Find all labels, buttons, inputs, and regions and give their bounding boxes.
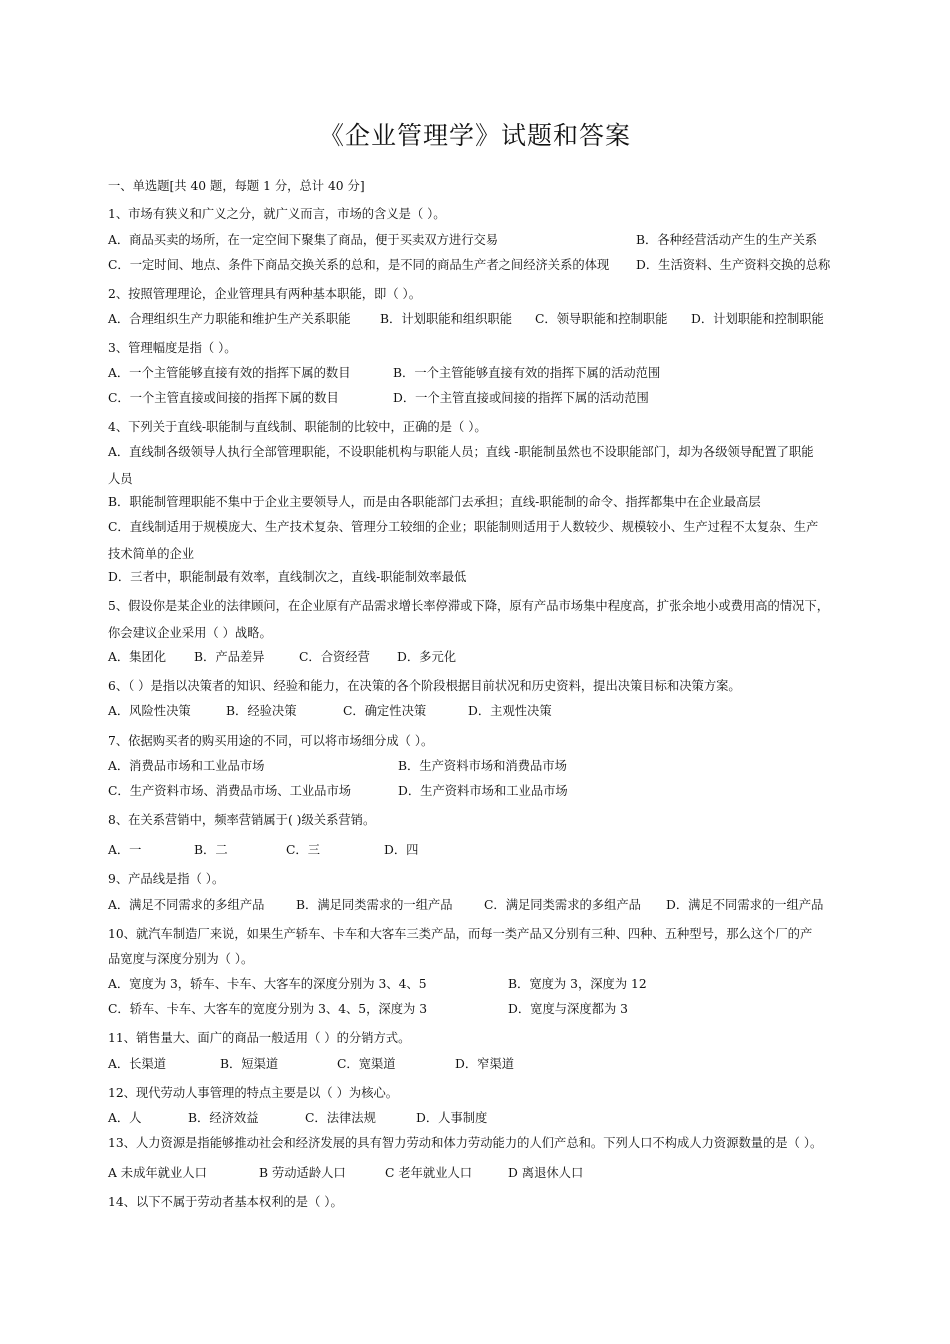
question-5-stem-cont: 你会建议企业采用（ ）战略。 [108, 626, 272, 640]
question-9-option-c: C．满足同类需求的多组产品 [484, 898, 641, 912]
question-3-stem: 3、管理幅度是指（ ）。 [108, 341, 237, 355]
question-13-option-d: D 离退休人口 [508, 1166, 584, 1180]
question-4-option-c-cont: 技术简单的企业 [108, 547, 195, 561]
question-4-option-c: C．直线制适用于规模庞大、生产技术复杂、管理分工较细的企业；职能制则适用于人数较少、规模较小、生产过程不太复杂、生产 [108, 520, 819, 534]
question-13-option-b: B 劳动适龄人口 [259, 1166, 346, 1180]
question-12-option-b: B．经济效益 [188, 1111, 259, 1125]
question-11-option-b: B．短渠道 [220, 1057, 279, 1071]
question-2-option-a: A．合理组织生产力职能和维护生产关系职能 [108, 312, 351, 326]
question-12-stem: 12、现代劳动人事管理的特点主要是以（ ）为核心。 [108, 1086, 399, 1100]
question-8-stem: 8、在关系营销中，频率营销属于( )级关系营销。 [108, 813, 376, 827]
question-7-option-c: C．生产资料市场、消费品市场、工业品市场 [108, 784, 352, 798]
question-10-option-c: C．轿车、卡车、大客车的宽度分别为 3、4、5，深度为 3 [108, 1002, 428, 1016]
question-10-option-a: A．宽度为 3，轿车、卡车、大客车的深度分别为 3、4、5 [108, 977, 427, 991]
question-5-option-b: B．产品差异 [194, 650, 265, 664]
question-3-option-b: B．一个主管能够直接有效的指挥下属的活动范围 [393, 366, 661, 380]
question-6-option-c: C．确定性决策 [343, 704, 427, 718]
question-2-option-d: D．计划职能和控制职能 [691, 312, 824, 326]
question-7-stem: 7、依据购买者的购买用途的不同，可以将市场细分成（ ）。 [108, 734, 434, 748]
question-2-option-c: C．领导职能和控制职能 [535, 312, 668, 326]
question-5-option-d: D．多元化 [397, 650, 457, 664]
question-5-option-c: C．合资经营 [299, 650, 370, 664]
question-2-option-b: B．计划职能和组织职能 [380, 312, 513, 326]
question-9-option-d: D．满足不同需求的一组产品 [666, 898, 824, 912]
question-11-option-d: D．窄渠道 [455, 1057, 515, 1071]
question-9-option-b: B．满足同类需求的一组产品 [296, 898, 453, 912]
question-4-option-b: B．职能制管理职能不集中于企业主要领导人，而是由各职能部门去承担；直线-职能制的命令、指挥都集中在企业最高层 [108, 495, 761, 509]
question-14-stem: 14、以下不属于劳动者基本权利的是（ ）。 [108, 1195, 343, 1209]
question-13-option-a: A 未成年就业人口 [108, 1166, 207, 1180]
question-3-option-a: A．一个主管能够直接有效的指挥下属的数目 [108, 366, 351, 380]
question-11-option-c: C．宽渠道 [337, 1057, 396, 1071]
question-4-option-a-cont: 人员 [108, 472, 133, 486]
question-13-option-c: C 老年就业人口 [385, 1166, 473, 1180]
question-8-option-a: A．一 [108, 843, 142, 857]
question-1-stem: 1、市场有狭义和广义之分，就广义而言，市场的含义是（ ）。 [108, 207, 446, 221]
question-8-option-b: B．二 [194, 843, 228, 857]
question-9-stem: 9、产品线是指（ ）。 [108, 872, 225, 886]
question-1-option-c: C．一定时间、地点、条件下商品交换关系的总和，是不同的商品生产者之间经济关系的体现 [108, 258, 610, 272]
question-2-stem: 2、按照管理理论，企业管理具有两种基本职能，即（ ）。 [108, 287, 422, 301]
question-4-option-a: A．直线制各级领导人执行全部管理职能，不设职能机构与职能人员；直线 -职能制虽然也不设职能部门，却为各级领导配置了职能 [108, 445, 814, 459]
question-7-option-d: D．生产资料市场和工业品市场 [398, 784, 568, 798]
question-12-option-d: D．人事制度 [416, 1111, 488, 1125]
question-5-stem: 5、假设你是某企业的法律顾问，在企业原有产品需求增长率停滞或下降，原有产品市场集中程度高，扩张余地小或费用高的情况下， [108, 599, 830, 613]
question-11-option-a: A．长渠道 [108, 1057, 167, 1071]
question-6-stem: 6、（ ）是指以决策者的知识、经验和能力，在决策的各个阶段根据目前状况和历史资料，提出决策目标和决策方案。 [108, 679, 741, 693]
question-9-option-a: A．满足不同需求的多组产品 [108, 898, 265, 912]
page-title: 《企业管理学》试题和答案 [318, 121, 631, 150]
question-12-option-c: C．法律法规 [305, 1111, 376, 1125]
question-4-option-d: D．三者中，职能制最有效率，直线制次之，直线-职能制效率最低 [108, 570, 467, 584]
question-3-option-d: D．一个主管直接或间接的指挥下属的活动范围 [393, 391, 649, 405]
question-4-stem: 4、下列关于直线-职能制与直线制、职能制的比较中，正确的是（ ）。 [108, 420, 487, 434]
question-1-option-b: B．各种经营活动产生的生产关系 [636, 233, 818, 247]
question-10-option-b: B．宽度为 3，深度为 12 [508, 977, 647, 991]
question-8-option-c: C．三 [286, 843, 321, 857]
question-10-option-d: D．宽度与深度都为 3 [508, 1002, 628, 1016]
question-1-option-d: D．生活资料、生产资料交换的总称 [636, 258, 831, 272]
question-6-option-d: D．主观性决策 [468, 704, 552, 718]
question-7-option-a: A．消费品市场和工业品市场 [108, 759, 265, 773]
question-6-option-a: A．风险性决策 [108, 704, 191, 718]
question-5-option-a: A．集团化 [108, 650, 167, 664]
section-heading: 一、单选题[共 40 题，每题 1 分，总计 40 分] [108, 179, 365, 193]
question-7-option-b: B．生产资料市场和消费品市场 [398, 759, 567, 773]
question-10-stem-cont: 品宽度与深度分别为（ ）。 [108, 952, 254, 966]
question-10-stem: 10、就汽车制造厂来说，如果生产轿车、卡车和大客车三类产品，而每一类产品又分别有三种、四种、五种型号，那么这个厂的产 [108, 927, 813, 941]
question-6-option-b: B．经验决策 [226, 704, 297, 718]
question-11-stem: 11、销售量大、面广的商品一般适用（ ）的分销方式。 [108, 1031, 411, 1045]
question-3-option-c: C．一个主管直接或间接的指挥下属的数目 [108, 391, 339, 405]
question-12-option-a: A．人 [108, 1111, 142, 1125]
question-13-stem: 13、人力资源是指能够推动社会和经济发展的具有智力劳动和体力劳动能力的人们产总和。下列人口不构成人力资源数量的是（ ）。 [108, 1136, 823, 1150]
question-8-option-d: D．四 [384, 843, 419, 857]
question-1-option-a: A．商品买卖的场所，在一定空间下聚集了商品，便于买卖双方进行交易 [108, 233, 499, 247]
